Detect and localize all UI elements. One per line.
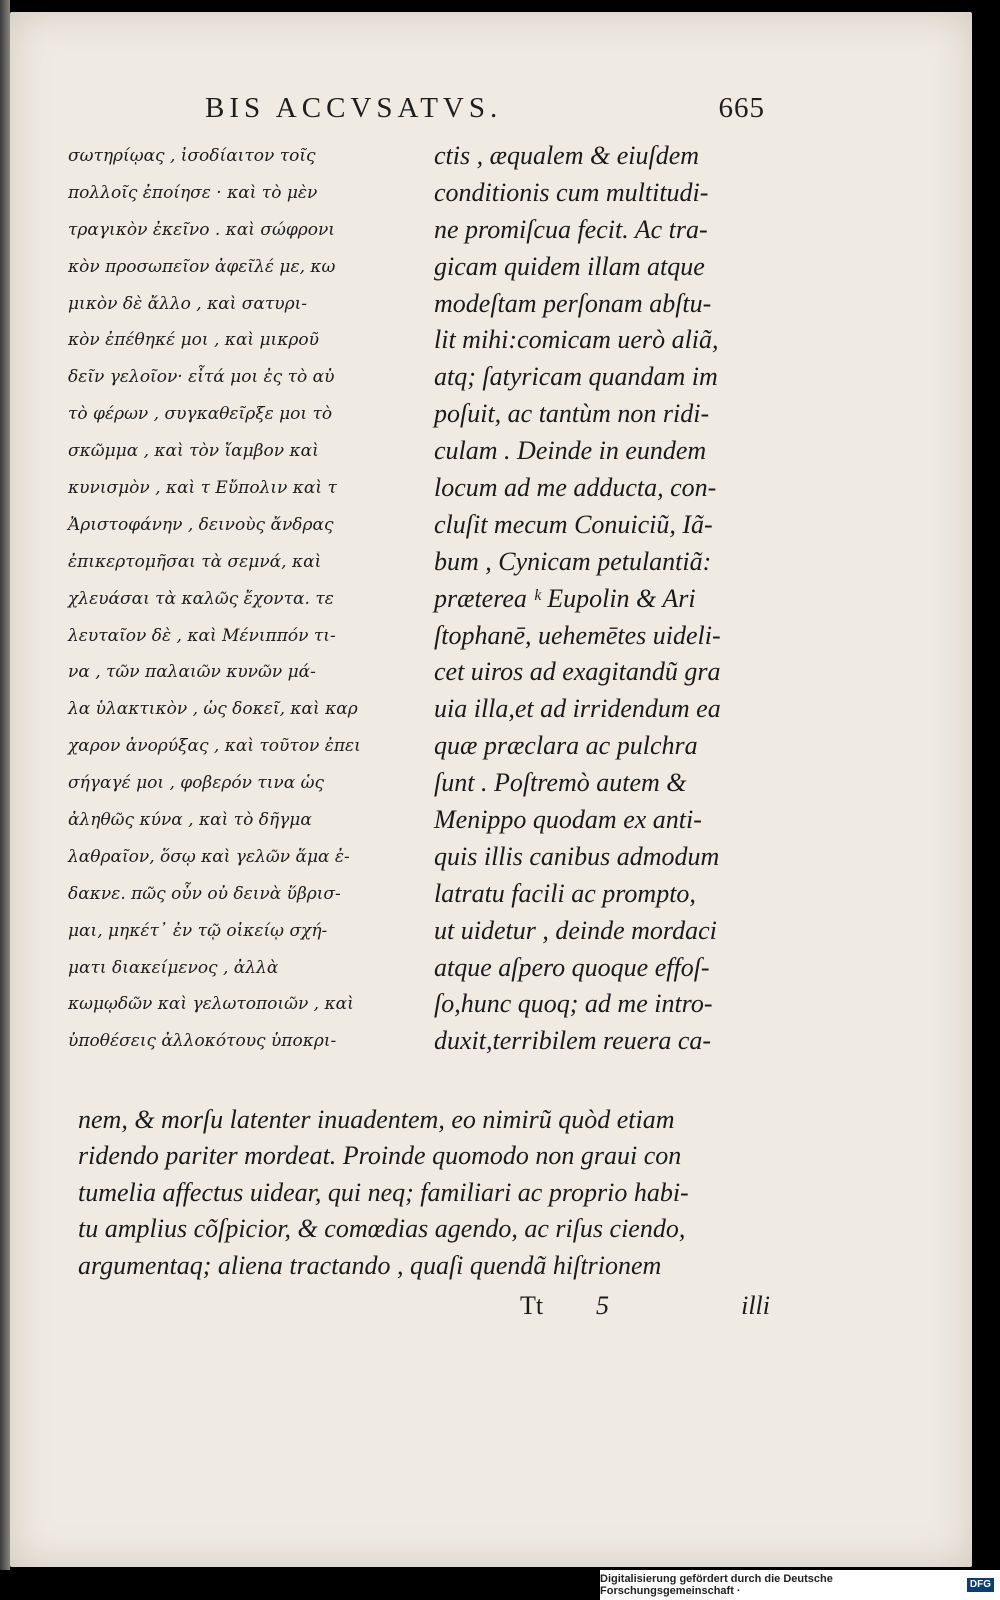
latin-line: latratu facili ac prompto, — [434, 878, 696, 908]
greek-line: πολλοῖς ἐποίησε · καὶ τὸ μὲν — [68, 182, 318, 203]
latin-line: Menippo quodam ex anti- — [434, 805, 702, 835]
text-line: tu amplius cõſpicior, & comœdias agendo, ac riſus ciendo, — [78, 1214, 686, 1244]
latin-line: ut uidetur , deinde mordaci — [434, 915, 717, 945]
greek-line: δακνε. πῶς οὖν οὐ δεινὰ ὕβρισ- — [68, 883, 341, 904]
greek-line: Ἀριστοφάνην , δεινοὺς ἄνδρας — [68, 514, 334, 535]
latin-line: lit mihi:comicam uerò aliã, — [434, 325, 719, 355]
latin-line: cluſit mecum Conuiciũ, Iã- — [434, 509, 713, 539]
latin-line: ne promiſcua fecit. Ac tra- — [434, 214, 708, 244]
latin-column — [434, 138, 769, 1060]
text-line: argumentaq; aliena tractando , quaſi quendã hiſtrionem — [78, 1250, 662, 1280]
latin-line: quæ præclara ac pulchra — [434, 731, 698, 761]
latin-line: atq; ſatyricam quandam im — [434, 362, 718, 392]
latin-line: gicam quidem illam atque — [434, 251, 705, 281]
greek-line: σήγαγέ μοι , φοβερόν τινα ὡς — [68, 773, 325, 794]
greek-line: κὸν προσωπεῖον ἀφεῖλέ με, κω — [68, 256, 336, 277]
greek-line: χλευάσαι τὰ καλῶς ἔχοντα. τε — [68, 588, 334, 609]
greek-line: λα ὑλακτικὸν , ὡς δοκεῖ, καὶ καρ — [68, 699, 358, 720]
greek-line: μικὸν δὲ ἄλλο , καὶ σατυρι- — [68, 293, 307, 314]
text-line: nem, & morſu latenter inuadentem, eo nimirũ quòd etiam — [78, 1105, 675, 1134]
greek-line: ἐπικερτομῆσαι τὰ σεμνά, καὶ — [68, 551, 322, 572]
greek-line: τραγικὸν ἐκεῖνο . καὶ σώφρονι — [68, 219, 335, 240]
latin-line: ſunt . Poſtremò autem & — [434, 768, 687, 798]
greek-line: κὸν ἐπέθηκέ μοι , καὶ μικροῦ — [68, 330, 319, 351]
running-title: BIS ACCVSATVS. — [205, 92, 503, 124]
latin-line: præterea ᵏ Eupolin & Ari — [434, 583, 696, 613]
greek-line: τὸ φέρων , συγκαθεῖρξε μοι τὸ — [68, 404, 333, 425]
running-header — [205, 92, 765, 132]
greek-column — [68, 138, 406, 1060]
greek-line: κωμῳδῶν καὶ γελωτοποιῶν , καὶ — [68, 994, 354, 1015]
greek-line: λαθραῖον, ὅσῳ καὶ γελῶν ἅμα ἐ- — [68, 846, 350, 867]
page-number: 665 — [718, 92, 765, 124]
latin-line: bum , Cynicam petulantiã: — [434, 546, 712, 576]
book-edge — [0, 0, 10, 1570]
greek-line: ματι διακείμενος , ἀλλὰ — [68, 957, 279, 978]
latin-line: atque aſpero quoque effoſ- — [434, 952, 710, 982]
latin-line: cet uiros ad exagitandũ gra — [434, 657, 721, 687]
latin-line: conditionis cum multitudi- — [434, 177, 709, 207]
greek-line: σωτηρίῳας , ἰσοδίαιτον τοῖς — [68, 146, 316, 166]
greek-line: σκῶμμα , καὶ τὸν ἴαμβον καὶ — [68, 441, 319, 462]
greek-line: χαρον ἀνορύξας , καὶ τοῦτον ἐπει — [68, 736, 361, 757]
latin-line: modeſtam perſonam abſtu- — [434, 288, 712, 318]
text-line: ridendo pariter mordeat. Proinde quomodo non graui con — [78, 1141, 682, 1171]
latin-line: ſtophanē, uehemētes uideli- — [434, 620, 721, 650]
greek-line: δεῖν γελοῖον· εἶτά μοι ἐς τὸ αὐ — [68, 367, 335, 388]
latin-line: poſuit, ac tantùm non ridi- — [434, 399, 710, 429]
latin-line: ctis , æqualem & eiuſdem — [434, 141, 700, 170]
page-footer — [520, 1291, 770, 1327]
greek-line: κυνισμὸν , καὶ τ Εὔπολιν καὶ τ — [68, 478, 337, 499]
latin-line: duxit,terribilem reuera ca- — [434, 1026, 712, 1056]
digitization-credit — [600, 1570, 1000, 1600]
signature-number: 5 — [596, 1291, 609, 1320]
signature-mark: Tt — [520, 1291, 544, 1320]
latin-line: locum ad me adducta, con- — [434, 473, 717, 503]
latin-line: quis illis canibus admodum — [434, 841, 720, 871]
credit-text: Digitalisierung gefördert durch die Deutsche Forschungsgemeinschaft · — [600, 1573, 833, 1597]
dfg-logo: DFG — [967, 1578, 994, 1592]
greek-line: μαι, μηκέτ᾽ ἐν τῷ οἰκείῳ σχή- — [68, 920, 328, 941]
text-line: tumelia affectus uidear, qui neq; familiari ac proprio habi- — [78, 1177, 689, 1207]
catchword: illi — [741, 1291, 770, 1320]
greek-line: ὑποθέσεις ἀλλοκότους ὑποκρι- — [68, 1031, 337, 1052]
greek-line: να , τῶν παλαιῶν κυνῶν μά- — [68, 662, 316, 683]
greek-line: λευταῖον δὲ , καὶ Μένιππόν τι- — [68, 625, 336, 646]
latin-line: uia illa,et ad irridendum ea — [434, 694, 721, 724]
latin-line: culam . Deinde in eundem — [434, 436, 707, 466]
latin-line: ſo,hunc quoq; ad me intro- — [434, 989, 713, 1019]
full-width-text — [78, 1102, 768, 1284]
greek-line: ἀληθῶς κύνα , καὶ τὸ δῆγμα — [68, 810, 312, 831]
